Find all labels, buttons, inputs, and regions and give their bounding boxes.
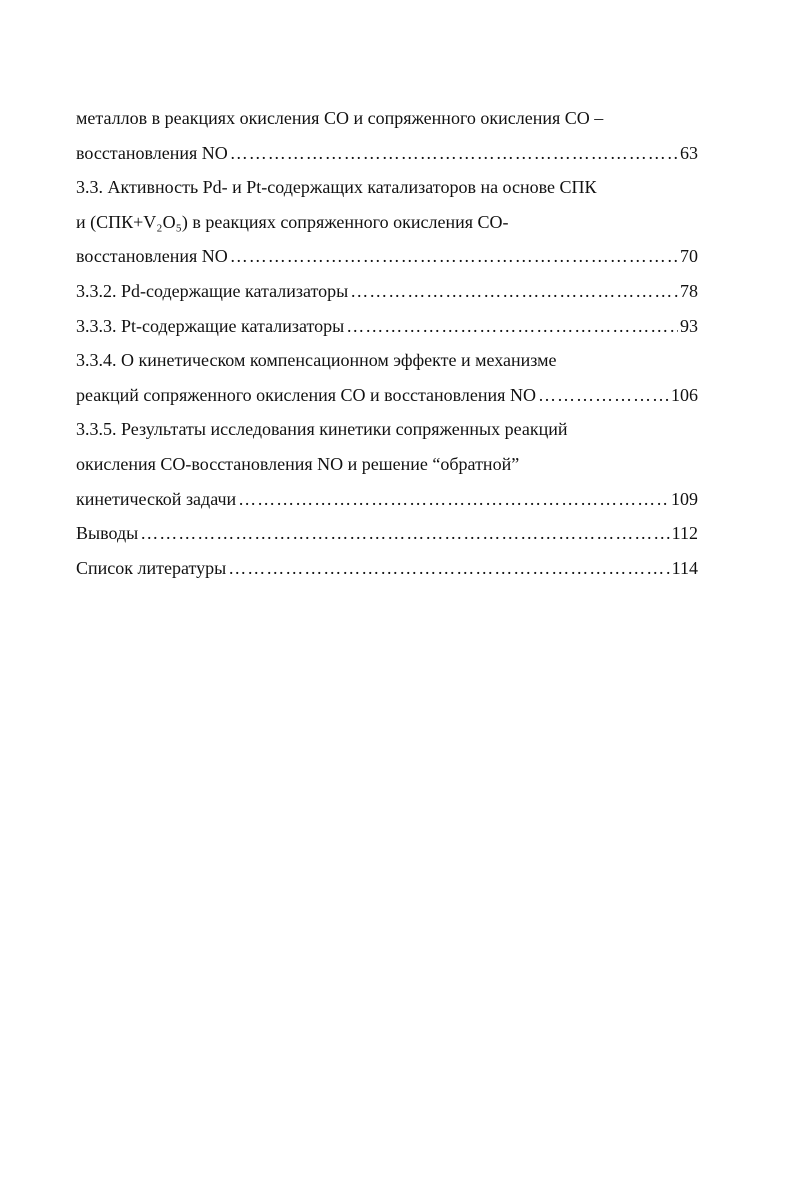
- toc-line: [76, 101, 698, 136]
- toc-line: [76, 343, 698, 378]
- dot-leader: [228, 551, 669, 586]
- toc-entry-text: Список литературы: [76, 557, 227, 578]
- toc-line: [76, 239, 698, 274]
- dot-leader: [230, 136, 678, 171]
- dot-leader: [230, 239, 678, 274]
- toc-page-number: 70: [680, 246, 698, 267]
- toc-line: [76, 482, 698, 517]
- dot-leader: [350, 274, 678, 309]
- toc-entry-text: металлов в реакциях окисления СО и сопряженного окисления СО –: [76, 108, 604, 128]
- toc-line: [76, 136, 698, 171]
- toc-entry-text: 3.3.3. Pt-содержащие катализаторы: [76, 315, 345, 336]
- toc-entry-text: 3.3.5. Результаты исследования кинетики сопряженных реакций: [76, 419, 568, 440]
- toc-entry-text: 3.3.4. О кинетическом компенсационном эффекте и механизме: [76, 350, 557, 371]
- toc-page-number: 112: [671, 523, 698, 544]
- toc-entry-text: восстановления NO: [76, 142, 228, 163]
- dot-leader: [140, 516, 669, 551]
- toc-line: [76, 551, 698, 586]
- toc-line: [76, 378, 698, 413]
- toc-line: [76, 447, 698, 482]
- dot-leader: [346, 309, 678, 344]
- toc-page-number: 106: [671, 384, 698, 405]
- table-of-contents: [76, 101, 698, 585]
- toc-entry-text: 3.3.2. Pd-содержащие катализаторы: [76, 280, 349, 301]
- toc-entry-text: восстановления NO: [76, 246, 228, 267]
- toc-line: [76, 309, 698, 344]
- toc-entry-text: окисления СО-восстановления NO и решение “обратной”: [76, 453, 520, 474]
- dot-leader: [238, 482, 669, 517]
- toc-page-number: 109: [671, 488, 698, 509]
- toc-page-number: 63: [680, 142, 698, 163]
- toc-line: [76, 274, 698, 309]
- dot-leader: [538, 378, 669, 413]
- toc-page-number: 78: [680, 280, 698, 301]
- toc-line: [76, 412, 698, 447]
- toc-entry-text: реакций сопряженного окисления СО и восстановления NO: [76, 384, 536, 405]
- toc-entry-text: кинетической задачи: [76, 488, 237, 509]
- toc-line: [76, 170, 698, 205]
- toc-entry-text: Выводы: [76, 523, 139, 544]
- toc-line: [76, 516, 698, 551]
- toc-page-number: 114: [671, 557, 698, 578]
- toc-entry-text: 3.3. Активность Pd- и Pt-содержащих катализаторов на основе СПК: [76, 177, 597, 198]
- toc-entry-text: и (СПК+V₂O₅) в реакциях сопряженного окисления СО-: [76, 211, 509, 232]
- toc-line: [76, 205, 698, 240]
- toc-page-number: 93: [680, 315, 698, 336]
